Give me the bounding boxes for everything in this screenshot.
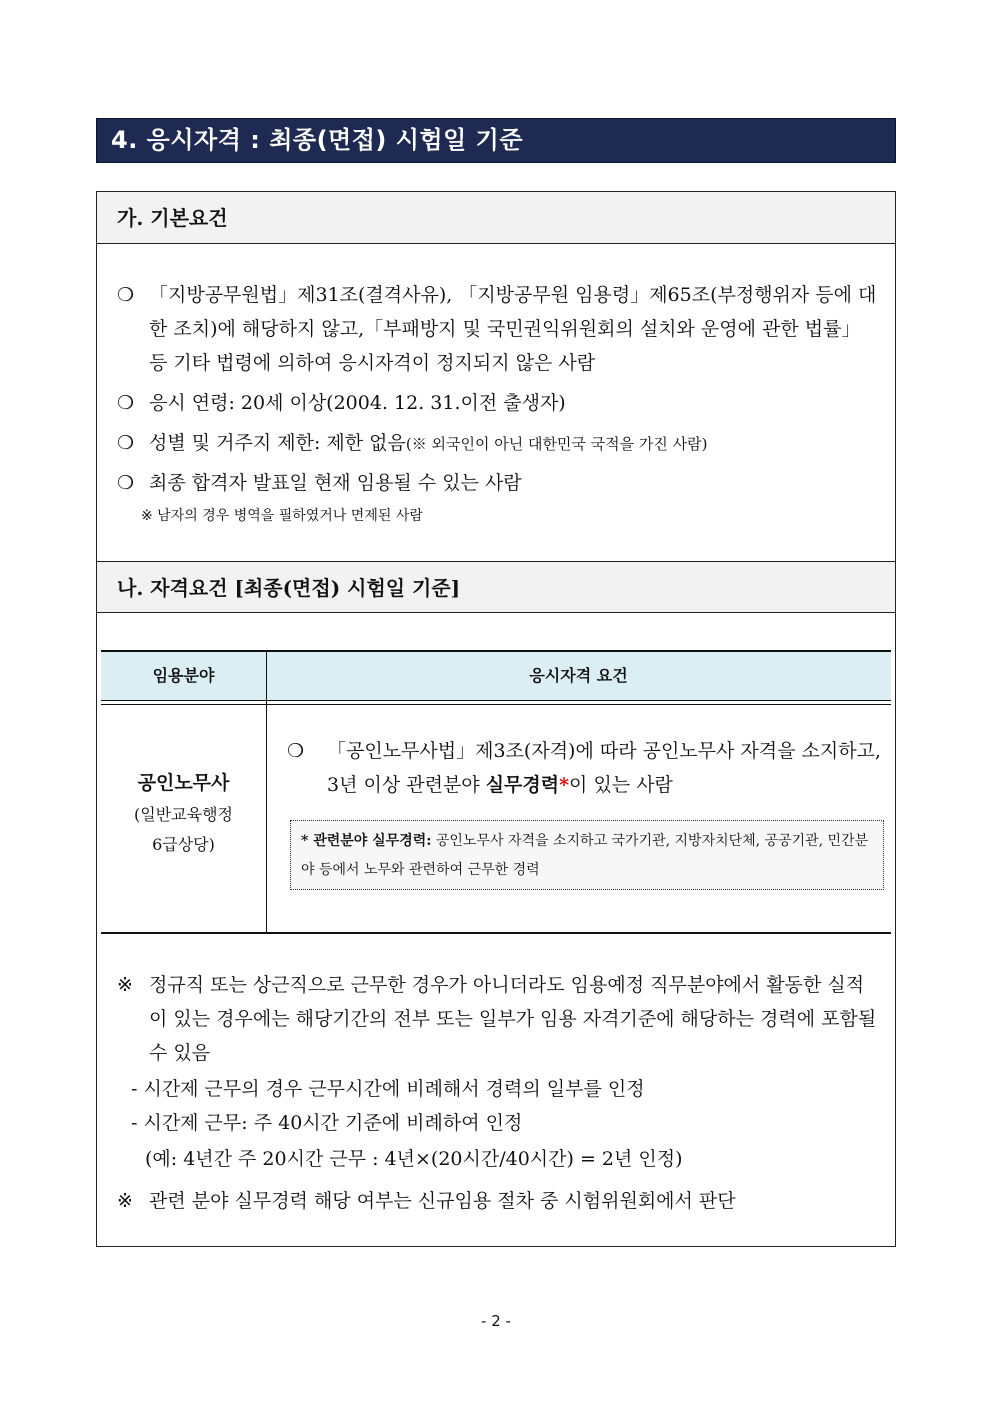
footnote-text: 정규직 또는 상근직으로 근무한 경우가 아니더라도 임용예정 직무분야에서 활동한 실적이 있는 경우에는 해당기간의 전부 또는 일부가 임용 자격기준에 해당하는 경력에 포함될 수 있음	[149, 974, 877, 1064]
header-rule	[101, 700, 891, 701]
requirement-cell	[287, 734, 881, 802]
sub-item: - 시간제 근무의 경우 근무시간에 비례해서 경력의 일부를 인정	[131, 1078, 645, 1100]
requirement-note: (※ 외국인이 아닌 대한민국 국적을 가진 사람)	[405, 435, 708, 453]
requirement-text: 응시 연령: 20세 이상(2004. 12. 31.이전 출생자)	[149, 392, 566, 414]
job-grade: (일반교육행정	[134, 805, 233, 824]
job-title: 공인노무사	[137, 772, 230, 794]
requirement-text: 최종 합격자 발표일 현재 임용될 수 있는 사람	[149, 472, 522, 494]
job-grade: 6급상당)	[152, 835, 215, 854]
reference-mark-icon: ※	[117, 1190, 133, 1212]
section-b-heading: 나. 자격요건 [최종(면접) 시험일 기준]	[97, 561, 895, 613]
requirement-item	[117, 466, 877, 500]
note-text: 공인노무사 자격을 소지하고 국가기관, 지방자치단체, 공공기관, 민간분야 등에서 노무와 관련하여 근무한 경력	[301, 833, 869, 878]
circle-bullet-icon: ❍	[117, 432, 135, 454]
job-cell	[101, 766, 266, 860]
footnote	[117, 968, 877, 1070]
requirement-item	[117, 278, 877, 380]
section-a-heading: 가. 기본요건	[97, 192, 895, 244]
circle-bullet-icon: ❍	[117, 284, 135, 306]
column-divider	[266, 652, 267, 934]
requirement-text: 「공인노무사법」제3조(자격)에 따라 공인노무사 자격을 소지하고, 3년 이상 관련분야	[327, 740, 881, 796]
experience-note-box	[290, 820, 884, 890]
requirement-item	[117, 386, 877, 420]
table-bottom-rule	[101, 932, 891, 934]
qualification-table	[101, 650, 891, 934]
content-box	[96, 191, 896, 1247]
military-note: ※ 남자의 경우 병역을 필하였거나 면제된 사람	[141, 508, 423, 524]
requirement-text: 「지방공무원법」제31조(결격사유), 「지방공무원 임용령」제65조(부정행위자 등에 대한 조치)에 해당하지 않고,「부패방지 및 국민권익위원회의 설치와 운영에 관한 법률」등 기타 법령에 의하여 응시자격이 정지되지 않은 사람	[149, 284, 877, 374]
circle-bullet-icon: ❍	[287, 740, 305, 762]
header-rule	[101, 704, 891, 705]
reference-mark-icon: ※	[117, 974, 133, 996]
table-header	[101, 652, 891, 700]
page-number: - 2 -	[481, 1312, 511, 1330]
note-label: * 관련분야 실무경력:	[301, 833, 432, 849]
requirement-text: 성별 및 거주지 제한: 제한 없음	[149, 432, 406, 454]
header-requirement: 응시자격 요건	[529, 666, 628, 685]
circle-bullet-icon: ❍	[117, 392, 135, 414]
header-field: 임용분야	[152, 666, 215, 685]
requirement-item	[117, 426, 877, 461]
sub-item: - 시간제 근무: 주 40시간 기준에 비례하여 인정	[131, 1112, 523, 1134]
circle-bullet-icon: ❍	[117, 472, 135, 494]
example-item: (예: 4년간 주 20시간 근무 : 4년×(20시간/40시간) = 2년 인정)	[145, 1148, 683, 1170]
requirement-text-end: 이 있는 사람	[569, 774, 673, 796]
asterisk-mark: *	[559, 774, 570, 796]
experience-bold: 실무경력	[485, 774, 560, 796]
footnote-text: 관련 분야 실무경력 해당 여부는 신규임용 절차 중 시험위원회에서 판단	[149, 1190, 736, 1212]
footnote	[117, 1184, 877, 1218]
page-title: 4. 응시자격 : 최종(면접) 시험일 기준	[96, 118, 896, 163]
